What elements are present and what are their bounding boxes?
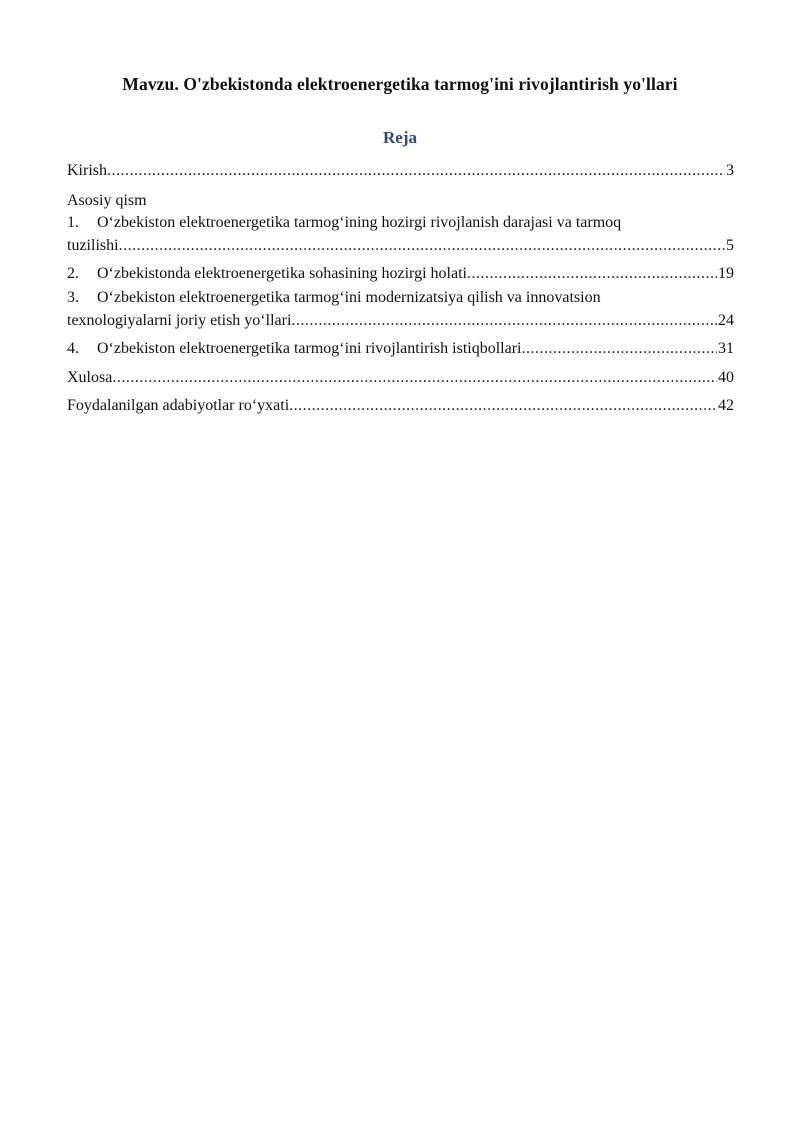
toc-label: O‘zbekiston elektroenergetika tarmog‘ining hozirgi rivojlanish darajasi va tarmoq [97, 213, 622, 231]
document-title: Mavzu. O'zbekistonda elektroenergetika tarmog'ini rivojlantirish yo'llari [122, 74, 678, 94]
toc-label [67, 337, 521, 361]
toc-entry-first-line [67, 212, 734, 234]
toc-entry-2[interactable] [67, 262, 734, 287]
toc-entry-1[interactable] [67, 212, 734, 259]
toc-item-number: 3. [67, 288, 79, 306]
dot-leader [107, 159, 725, 183]
toc-label-text: O‘zbekiston elektroenergetika tarmog‘ini rivojlantirish istiqbollari [97, 340, 522, 357]
toc-item-number: 4. [67, 340, 79, 357]
toc-page-number: 31 [718, 340, 734, 357]
toc-label-continued: tuzilishi [67, 236, 119, 254]
toc-item-number: 2. [67, 265, 79, 282]
dot-leader [112, 366, 717, 390]
toc-entry-first-line [67, 287, 734, 309]
toc-label [67, 262, 467, 286]
table-of-contents [67, 159, 734, 419]
toc-entry-references[interactable] [67, 394, 734, 419]
toc-entry-last-line [67, 234, 734, 259]
toc-label: Kirish [67, 162, 107, 179]
toc-page-number: 5 [726, 236, 734, 254]
toc-page-number: 42 [718, 397, 734, 414]
toc-page-number: 40 [718, 368, 734, 386]
toc-label-text: O‘zbekistonda elektroenergetika sohasining hozirgi holati [97, 265, 467, 282]
plan-heading: Reja [383, 128, 417, 147]
toc-entry-3[interactable] [67, 287, 734, 334]
dot-leader [291, 309, 717, 333]
dot-leader [289, 394, 717, 418]
toc-section-main: Asosiy qism [67, 191, 147, 209]
toc-label: Foydalanilgan adabiyotlar ro‘yxati [67, 397, 290, 414]
toc-page-number: 3 [726, 162, 734, 179]
toc-label-continued: texnologiyalarni joriy etish yo‘llari [67, 311, 292, 329]
toc-page-number: 19 [718, 265, 734, 282]
toc-entry-4[interactable] [67, 337, 734, 362]
toc-label: O‘zbekiston elektroenergetika tarmog‘ini modernizatsiya qilish va innovatsion [97, 288, 601, 306]
dot-leader [521, 337, 717, 361]
toc-page-number: 24 [718, 311, 734, 329]
dot-leader [119, 234, 725, 258]
toc-label: Xulosa [67, 368, 113, 386]
dot-leader [467, 262, 717, 286]
toc-entry-last-line [67, 309, 734, 334]
toc-entry-conclusion[interactable] [67, 366, 734, 391]
toc-item-number: 1. [67, 213, 79, 231]
toc-entry-intro[interactable] [67, 159, 734, 184]
